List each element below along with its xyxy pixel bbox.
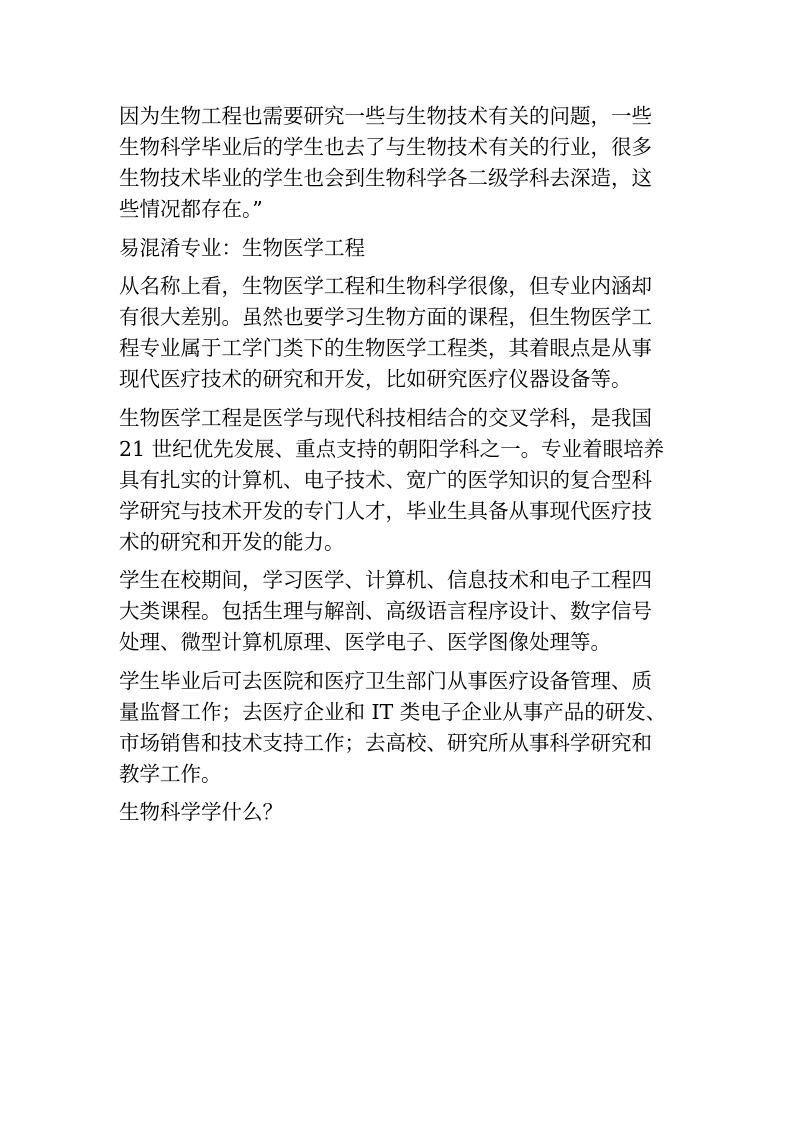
paragraph-bme-definition xyxy=(119,403,679,558)
text-line: 因为生物工程也需要研究一些与生物技术有关的问题，一些 xyxy=(119,104,652,128)
text-line: 21 世纪优先发展、重点支持的朝阳学科之一。专业着眼培养 xyxy=(119,436,665,461)
text-line: 学生在校期间，学习医学、计算机、信息技术和电子工程四 xyxy=(119,568,652,592)
text-line: 量监督工作；去医疗企业和 IT 类电子企业从事产品的研发、 xyxy=(119,699,667,724)
paragraph-quote-end xyxy=(119,101,679,225)
text-line: 术的研究和开发的能力。 xyxy=(119,529,345,554)
section-heading-what-to-study xyxy=(119,797,679,828)
text-line: 些情况都存在。” xyxy=(119,197,263,221)
text-line: 大类课程。包括生理与解剖、高级语言程序设计、数字信号 xyxy=(119,599,652,623)
text-line: 现代医疗技术的研究和开发，比如研究医疗仪器设备等。 xyxy=(119,367,632,391)
heading-line: 易混淆专业：生物医学工程 xyxy=(119,235,365,260)
section-heading-confusable-major xyxy=(119,233,679,264)
paragraph-name-comparison xyxy=(119,271,679,395)
text-line: 从名称上看，生物医学工程和生物科学很像，但专业内涵却 xyxy=(119,274,652,298)
text-line: 处理、微型计算机原理、医学电子、医学图像处理等。 xyxy=(119,630,611,654)
document-body xyxy=(119,101,679,836)
paragraph-courses xyxy=(119,565,679,658)
text-line: 生物技术毕业的学生也会到生物科学各二级学科去深造，这 xyxy=(119,166,652,190)
text-line: 生物科学毕业后的学生也去了与生物技术有关的行业，很多 xyxy=(119,135,652,159)
text-line: 程专业属于工学门类下的生物医学工程类，其着眼点是从事 xyxy=(119,336,652,360)
text-line: 有很大差别。虽然也要学习生物方面的课程，但生物医学工 xyxy=(119,305,652,329)
text-line: 生物医学工程是医学与现代科技相结合的交叉学科，是我国 xyxy=(119,405,652,430)
text-line: 教学工作。 xyxy=(119,761,222,786)
text-line: 具有扎实的计算机、电子技术、宽广的医学知识的复合型科 xyxy=(119,467,652,492)
paragraph-careers xyxy=(119,666,679,790)
text-line: 学生毕业后可去医院和医疗卫生部门从事医疗设备管理、质 xyxy=(119,668,652,693)
text-line: 学研究与技术开发的专门人才，毕业生具备从事现代医疗技 xyxy=(119,498,652,523)
text-line: 市场销售和技术支持工作；去高校、研究所从事科学研究和 xyxy=(119,730,652,755)
heading-line: 生物科学学什么？ xyxy=(119,800,283,824)
